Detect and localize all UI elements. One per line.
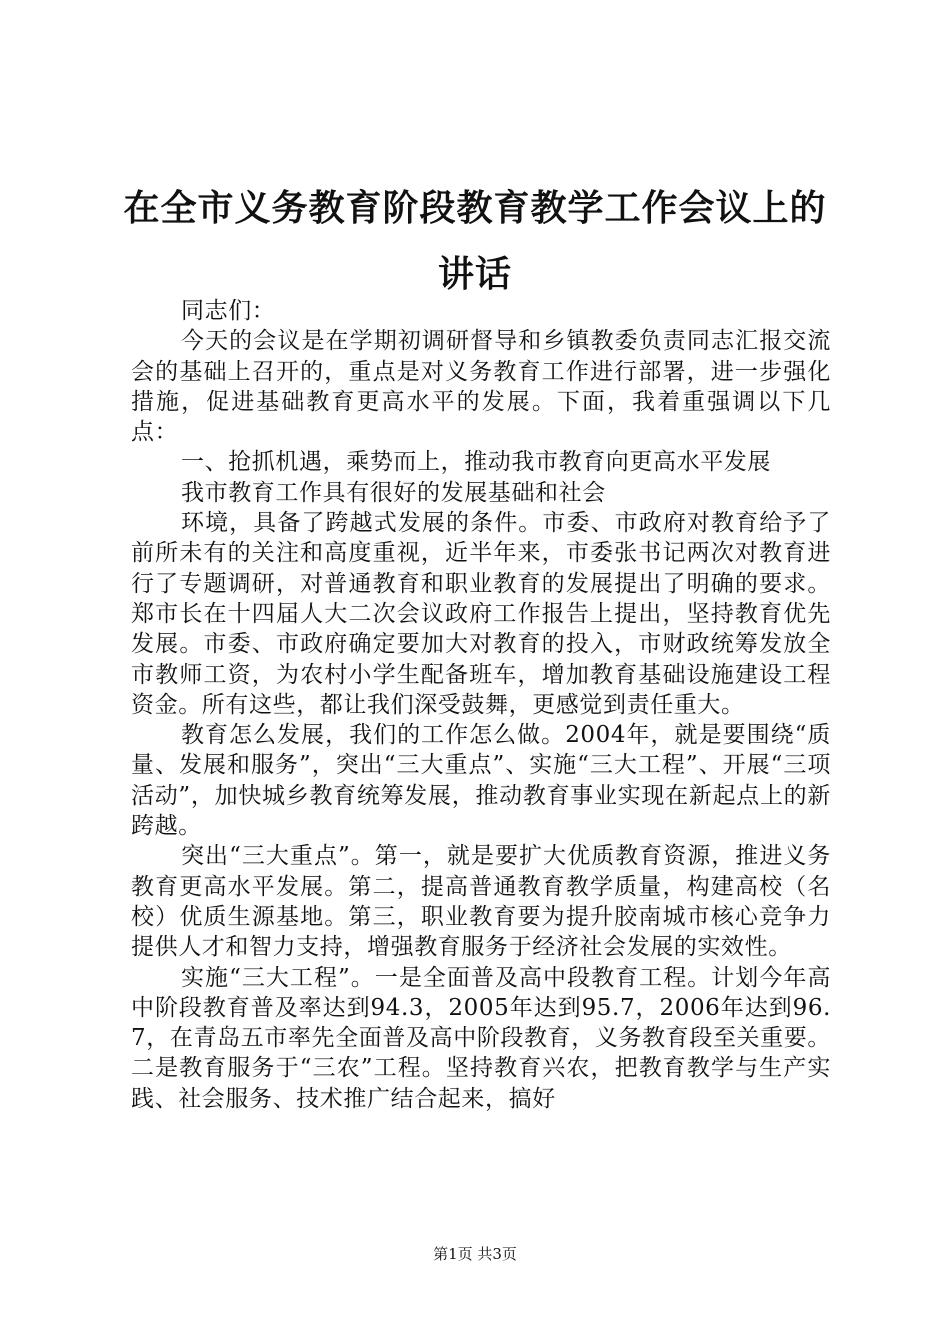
paragraph-intro: 今天的会议是在学期初调研督导和乡镇教委负责同志汇报交流会的基础上召开的，重点是对义务教育工作进行部署，进一步强化措施，促进基础教育更高水平的发展。下面，我着重强调以下几点： [131,328,831,446]
paragraph-salutation: 同志们： [181,298,276,324]
paragraph-three-priorities: 突出“三大重点”。第一，就是要扩大优质教育资源，推进义务教育更高水平发展。第二，提高普通教育教学质量，构建高校（名校）优质生源基地。第三，职业教育要为提升胶南城市核心竞争力提供人才和智力支持，增强教育服务于经济社会发展的实效性。 [131,843,831,961]
paragraph-three-projects: 实施“三大工程”。一是全面普及高中段教育工程。计划今年高中阶段教育普及率达到94.3，2005年达到95.7，2006年达到96.7，在青岛五市率先全面普及高中阶段教育，义务教育段至关重要。二是教育服务于“三农”工程。坚持教育兴农，把教育教学与生产实践、社会服务、技术推广结合起来，搞好 [131,964,831,1112]
page-number-footer: 第1页 共3页 [433,1245,517,1263]
paragraph-how-to-develop: 教育怎么发展，我们的工作怎么做。2004年，就是要围绕“质量、发展和服务”，突出“三大重点”、实施“三大工程”、开展“三项活动”，加快城乡教育统筹发展，推动教育事业实现在新起点上的新跨越。 [131,722,831,840]
section-heading-1: 一、抢抓机遇，乘势而上，推动我市教育向更高水平发展 [181,449,771,476]
document-body [131,296,831,1114]
paragraph-environment: 环境，具备了跨越式发展的条件。市委、市政府对教育给予了前所未有的关注和高度重视，近半年来，市委张书记两次对教育进行了专题调研，对普通教育和职业教育的发展提出了明确的要求。郑市长在十四届人大二次会议政府工作报告上提出，坚持教育优先发展。市委、市政府确定要加大对教育的投入，市财政统筹发放全市教师工资，为农村小学生配备班车，增加教育基础设施建设工程资金。所有这些，都让我们深受鼓舞，更感觉到责任重大。 [131,510,831,718]
paragraph-foundation: 我市教育工作具有很好的发展基础和社会 [181,479,606,506]
document-title: 在全市义务教育阶段教育教学工作会议上的讲话 [123,188,827,295]
